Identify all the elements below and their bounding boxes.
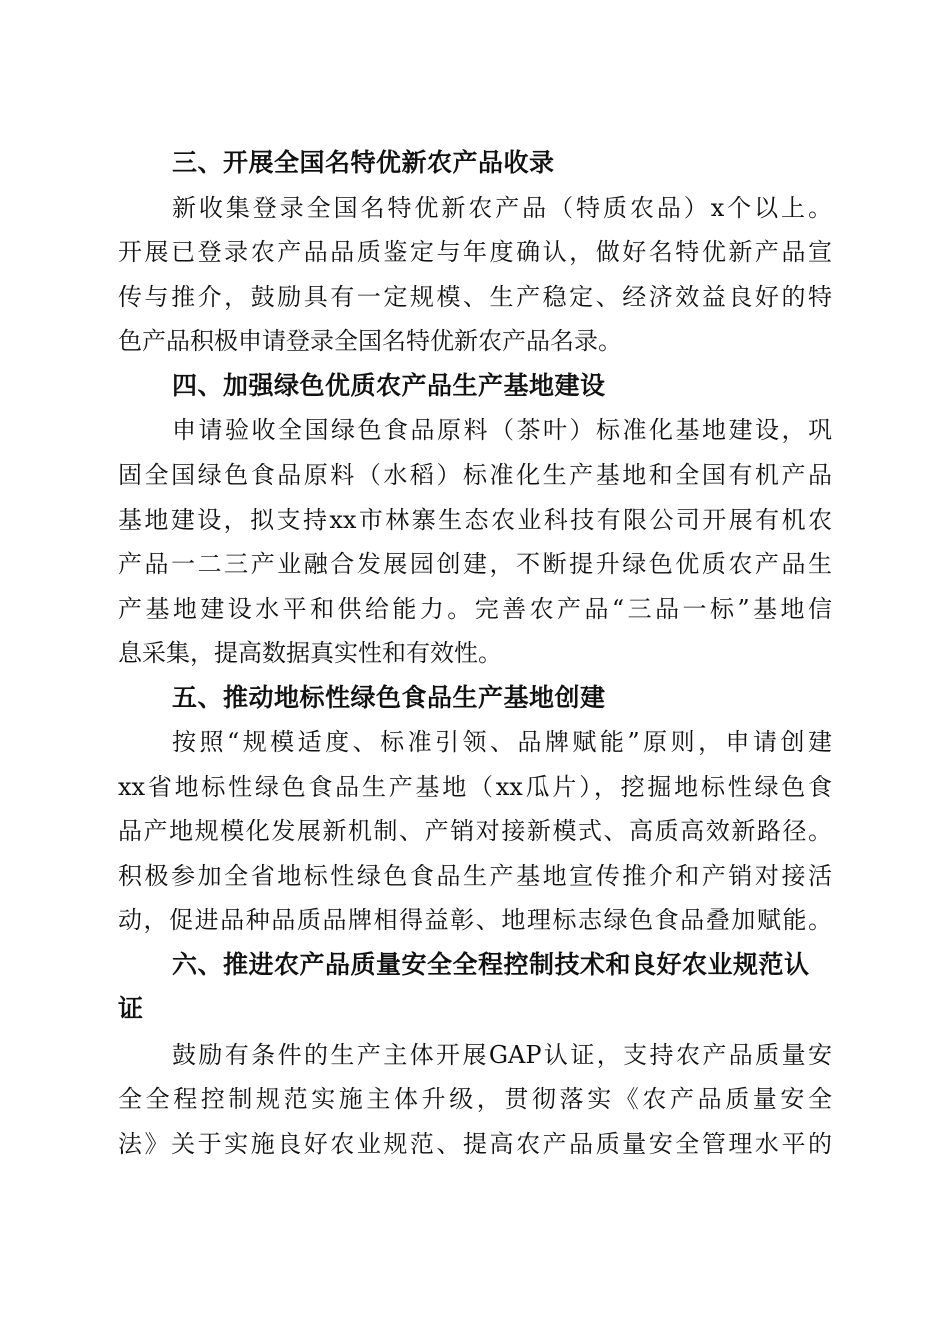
paragraph-line: 鼓励有条件的生产主体开展GAP认证，支持农产品质量安 [172, 1041, 832, 1069]
paragraph-line: 法》关于实施良好农业规范、提高农产品质量安全管理水平的 [118, 1130, 832, 1158]
paragraph-line: 按照“规模适度、标准引领、品牌赋能”原则，申请创建 [172, 728, 832, 756]
paragraph-line: 固全国绿色食品原料（水稻）标准化生产基地和全国有机产品 [118, 461, 832, 489]
paragraph-line: 申请验收全国绿色食品原料（茶叶）标准化基地建设，巩 [172, 416, 832, 444]
paragraph-line: 传与推介，鼓励具有一定规模、生产稳定、经济效益良好的特 [118, 283, 832, 311]
paragraph-line: 基地建设，拟支持xx市林寨生态农业科技有限公司开展有机农 [118, 506, 832, 534]
paragraph-line: 品产地规模化发展新机制、产销对接新模式、高质高效新路径。 [118, 817, 832, 845]
section-heading: 六、推进农产品质量安全全程控制技术和良好农业规范认证 [118, 950, 810, 1023]
section-heading: 三、开展全国名特优新农产品收录 [172, 148, 555, 177]
paragraph-line: 产基地建设水平和供给能力。完善农产品“三品一标”基地信 [118, 595, 832, 623]
paragraph-line: 新收集登录全国名特优新农产品（特质农品）x个以上。 [172, 194, 832, 222]
paragraph-line: 息采集，提高数据真实性和有效性。 [118, 639, 502, 667]
section-heading: 四、加强绿色优质农产品生产基地建设 [172, 371, 606, 400]
paragraph-line: 动，促进品种品质品牌相得益彰、地理标志绿色食品叠加赋能。 [118, 906, 832, 934]
paragraph-line: xx省地标性绿色食品生产基地（xx瓜片），挖掘地标性绿色食 [118, 773, 832, 801]
paragraph-line: 开展已登录农产品品质鉴定与年度确认，做好名特优新产品宣 [118, 238, 832, 266]
paragraph-line: 色产品积极申请登录全国名特优新农产品名录。 [118, 327, 622, 355]
section-heading: 五、推动地标性绿色食品生产基地创建 [172, 683, 606, 712]
paragraph-line: 产品一二三产业融合发展园创建，不断提升绿色优质农产品生 [118, 550, 832, 578]
paragraph-line: 全全程控制规范实施主体升级，贯彻落实《农产品质量安全 [118, 1085, 832, 1113]
paragraph-line: 积极参加全省地标性绿色食品生产基地宣传推介和产销对接活 [118, 862, 832, 890]
